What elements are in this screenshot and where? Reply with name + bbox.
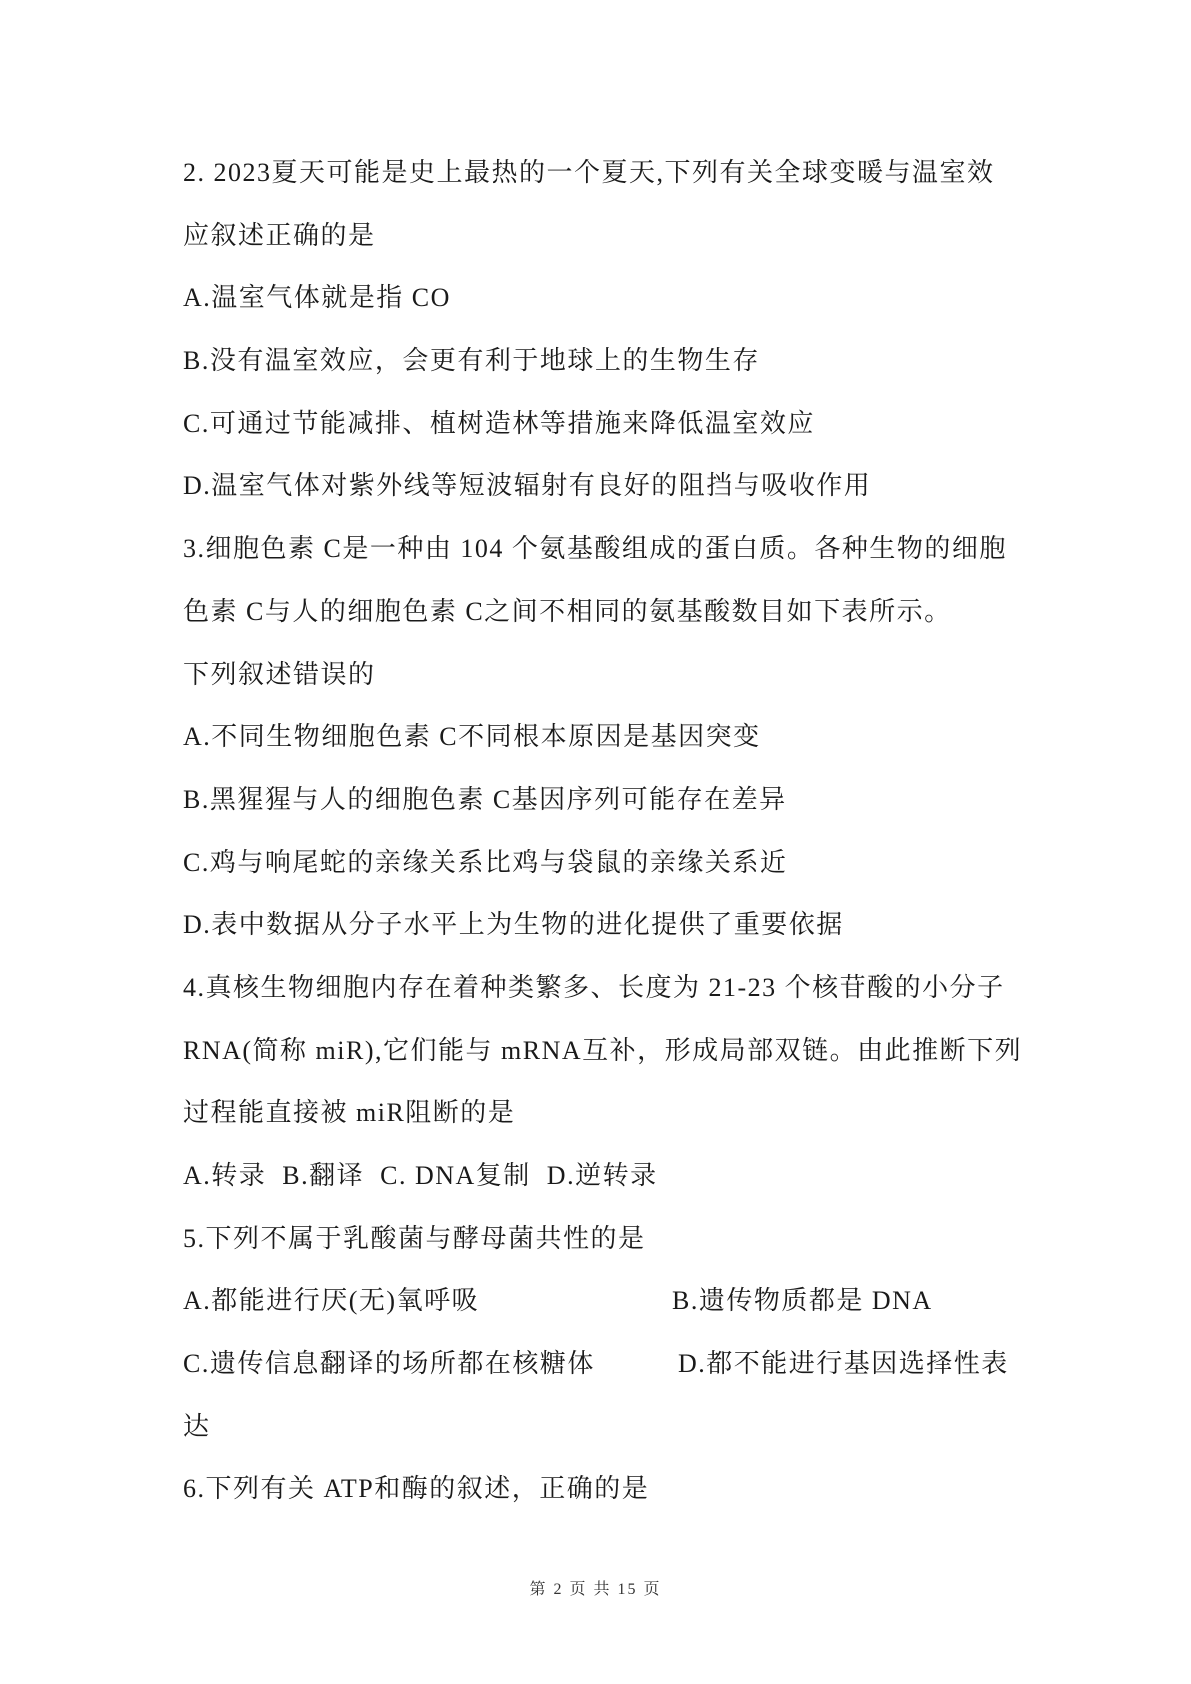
question-3-stem-line-2: 色素 C与人的细胞色素 C之间不相同的氨基酸数目如下表所示。 (183, 596, 952, 626)
question-2-option-c: C.可通过节能减排、植树造林等措施来降低温室效应 (183, 408, 815, 438)
question-5-option-d-continued: 达 (183, 1411, 211, 1441)
question-6-stem: 6.下列有关 ATP和酶的叙述，正确的是 (183, 1474, 650, 1504)
question-3-stem-line-3: 下列叙述错误的 (183, 659, 376, 689)
question-5-stem: 5.下列不属于乳酸菌与酵母菌共性的是 (183, 1223, 646, 1253)
question-4-option-a: A.转录 (183, 1161, 267, 1190)
question-3-option-c: C.鸡与响尾蛇的亲缘关系比鸡与袋鼠的亲缘关系近 (183, 847, 788, 877)
question-2-option-d: D.温室气体对紫外线等短波辐射有良好的阻挡与吸收作用 (183, 471, 872, 501)
question-5-options-row-2 (183, 1333, 1083, 1396)
question-4-option-d: D.逆转录 (546, 1161, 658, 1190)
question-5-option-b: B.遗传物质都是 DNA (672, 1286, 933, 1316)
question-4-stem-line-1: 4.真核生物细胞内存在着种类繁多、长度为 21-23 个核苷酸的小分子 (183, 972, 1005, 1002)
question-3-stem-line-1: 3.细胞色素 C是一种由 104 个氨基酸组成的蛋白质。各种生物的细胞 (183, 534, 1007, 564)
question-2-option-b: B.没有温室效应，会更有利于地球上的生物生存 (183, 346, 760, 376)
question-4-stem-line-2: RNA(简称 miR),它们能与 mRNA互补，形成局部双链。由此推断下列 (183, 1035, 1023, 1065)
exam-page-body (183, 142, 1083, 1521)
question-4-option-c: C. DNA复制 (380, 1161, 531, 1190)
question-5-option-a: A.都能进行厌(无)氧呼吸 (183, 1286, 480, 1316)
question-4-options-line (183, 1145, 1083, 1208)
question-5-option-c: C.遗传信息翻译的场所都在核糖体 (183, 1349, 595, 1379)
question-3-option-a: A.不同生物细胞色素 C不同根本原因是基因突变 (183, 722, 761, 752)
question-2-stem-line-1: 2. 2023夏天可能是史上最热的一个夏天,下列有关全球变暖与温室效 (183, 158, 995, 187)
question-5-options-row-1 (183, 1270, 1083, 1333)
question-3-option-d: D.表中数据从分子水平上为生物的进化提供了重要依据 (183, 910, 844, 940)
question-3-option-b: B.黑猩猩与人的细胞色素 C基因序列可能存在差异 (183, 784, 787, 814)
question-4-stem-line-3: 过程能直接被 miR阻断的是 (183, 1098, 516, 1128)
question-4-option-b: B.翻译 (282, 1161, 365, 1190)
page-footer: 第 2 页 共 15 页 (529, 1581, 662, 1598)
question-2-stem-line-2: 应叙述正确的是 (183, 220, 376, 250)
question-5-option-d: D.都不能进行基因选择性表 (678, 1349, 1009, 1379)
question-2-option-a: A.温室气体就是指 CO (183, 283, 451, 313)
